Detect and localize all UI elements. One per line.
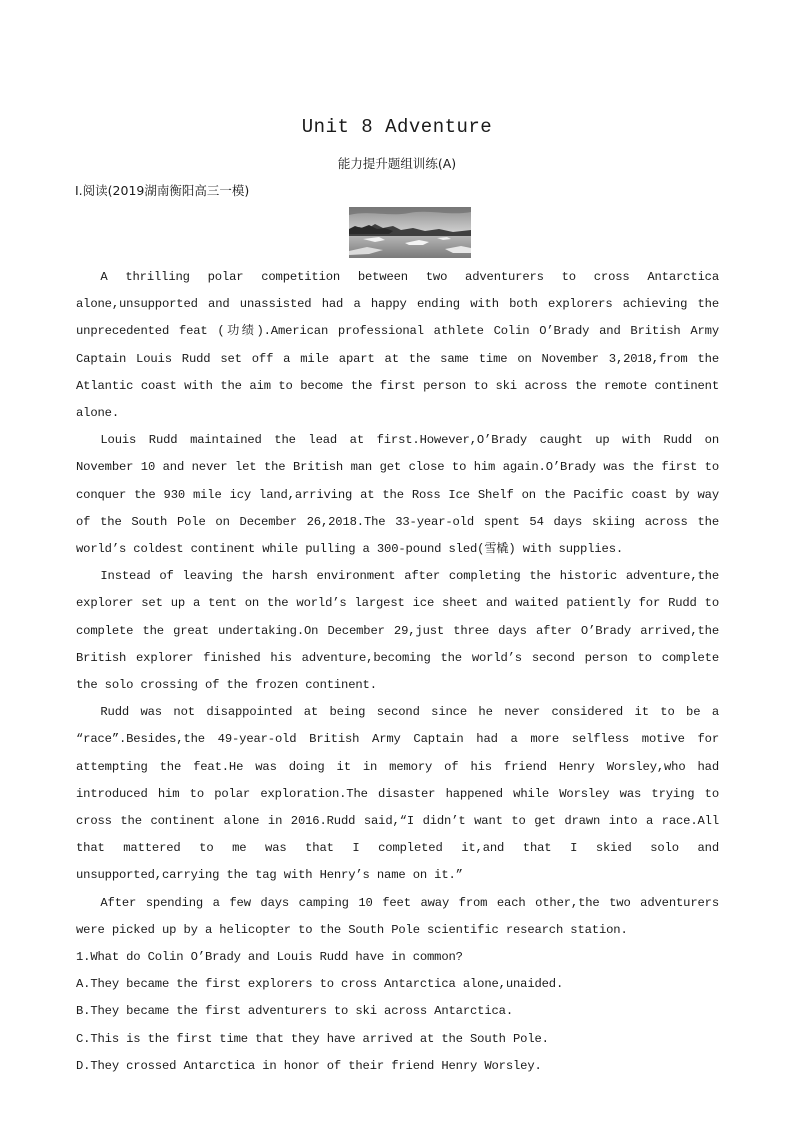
passage-paragraph: Rudd was not disappointed at being second since he never considered it to be a “race”.Besides,the 49-year-old British Army Captain had a more selfless motive for attempting the feat.He was doing it in memory of his friend Henry Worsley,who had introduced him to polar exploration.The disaster happened while Worsley was trying to cross the continent alone in 2016.Rudd said,“I didn’t want to get drawn into a race.All that mattered to me was that I completed it,and that I skied solo and unsupported,carrying the tag with Henry’s name on it.” — [76, 705, 719, 883]
option-d: D.They crossed Antarctica in honor of their friend Henry Worsley. — [76, 1058, 542, 1073]
passage-paragraph: Instead of leaving the harsh environment after completing the historic adventure,the explorer set up a tent on the world’s largest ice sheet and waited patiently for Rudd to complete the great undertaking.On December 29,just three days after O’Brady arrived,the British explorer finished his adventure,becoming the world’s second person to complete the solo crossing of the frozen continent. — [76, 569, 719, 693]
unit-title: Unit 8 Adventure — [301, 116, 493, 138]
option-b: B.They became the first adventurers to ski across Antarctica. — [76, 1004, 513, 1019]
antarctica-landscape-photo — [349, 207, 471, 258]
reading-body — [76, 264, 719, 1080]
passage-paragraph: Louis Rudd maintained the lead at first.However,O’Brady caught up with Rudd on November 10 and never let the British man get close to him again.O’Brady was the first to conquer the 930 mile icy land,arriving at the Ross Ice Shelf on the Pacific coast by way of the South Pole on December 26,2018.The 33-year-old spent 54 days skiing across the world’s coldest continent while pulling a 300-pound sled(雪橇) with supplies. — [76, 433, 719, 557]
section-heading: Ⅰ.阅读(2019湖南衡阳高三一模) — [75, 183, 250, 198]
question-stem: 1.What do Colin O’Brady and Louis Rudd have in common? — [76, 950, 463, 965]
passage-paragraph: A thrilling polar competition between two adventurers to cross Antarctica alone,unsupported and unassisted had a happy ending with both explorers achieving the unprecedented feat (功绩).American professional athlete Colin O’Brady and British Army Captain Louis Rudd set off a mile apart at the same time on November 3,2018,from the Atlantic coast with the aim to become the first person to ski across the remote continent alone. — [76, 270, 719, 421]
exercise-subtitle: 能力提升题组训练(A) — [337, 156, 457, 171]
passage-paragraph: After spending a few days camping 10 feet away from each other,the two adventurers were picked up by a helicopter to the South Pole scientific research station. — [76, 895, 719, 937]
option-c: C.This is the first time that they have arrived at the South Pole. — [76, 1031, 549, 1046]
option-a: A.They became the first explorers to cross Antarctica alone,unaided. — [76, 977, 564, 992]
